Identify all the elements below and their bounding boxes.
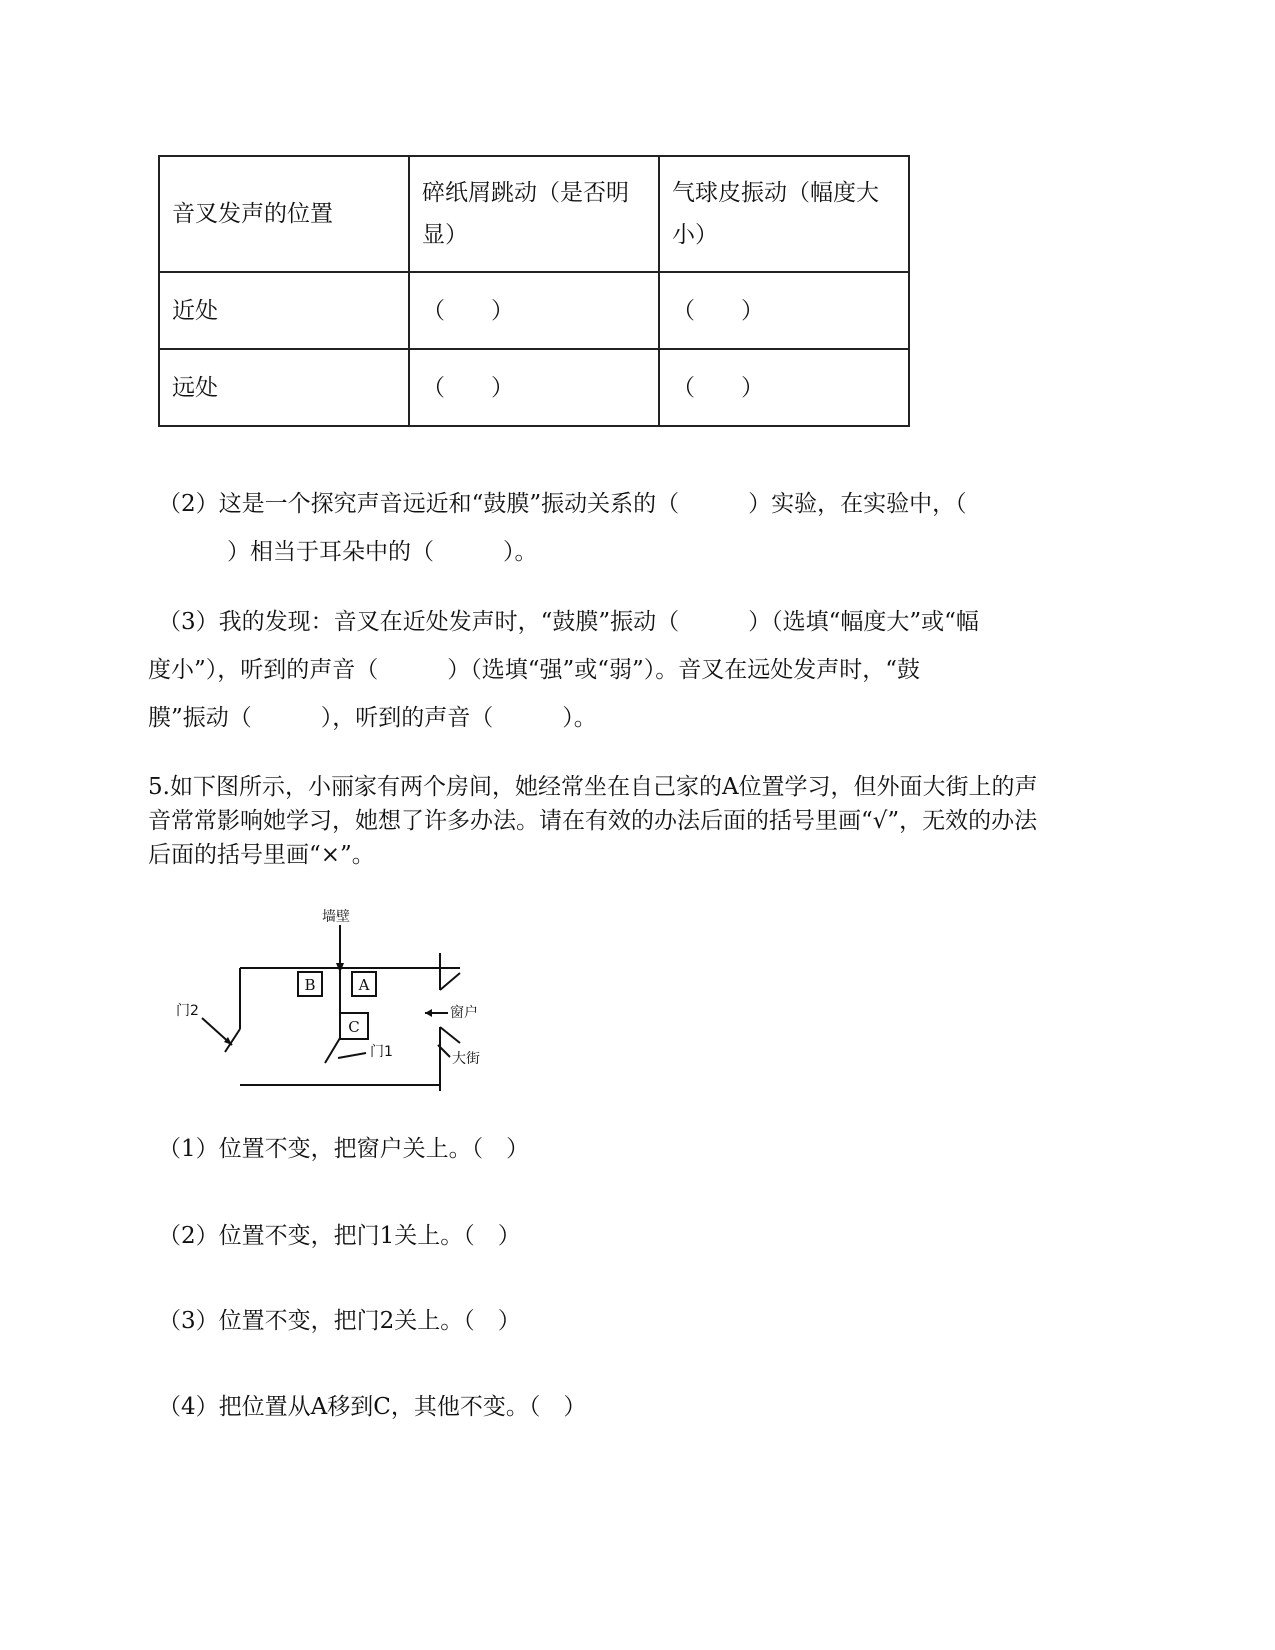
position-a-label: A — [358, 976, 370, 994]
option-3: （3）位置不变，把门2关上。（ ） — [158, 1308, 521, 1334]
question-3-line-2: 度小”），听到的声音（ ）（选填“强”或“弱”）。音叉在远处发声时，“鼓 — [148, 657, 921, 683]
observation-table — [158, 155, 910, 427]
question-5-line-2: 音常常影响她学习，她想了许多办法。请在有效的办法后面的括号里画“√”，无效的办法 — [148, 808, 1038, 834]
question-5 — [148, 770, 1108, 872]
door-2-label: 门2 — [176, 1003, 199, 1019]
door-1-arrow — [338, 1053, 366, 1058]
option-4: （4）把位置从A移到C，其他不变。（ ） — [158, 1394, 587, 1420]
window-sash-upper — [440, 973, 460, 990]
door-1-label: 门1 — [370, 1044, 393, 1060]
cell-paper-blank[interactable]: （ ） — [409, 349, 659, 426]
wall-label: 墙壁 — [322, 909, 350, 925]
question-2-line-1: （2）这是一个探究声音远近和“鼓膜”振动关系的（ ）实验，在实验中，（ — [158, 491, 967, 517]
header-position: 音叉发声的位置 — [159, 156, 409, 272]
room-floor-plan — [170, 905, 510, 1095]
position-b-label: B — [304, 976, 316, 994]
window-label: 窗户 — [450, 1005, 478, 1021]
option-1: （1）位置不变，把窗户关上。（ ） — [158, 1136, 530, 1162]
cell-paper-blank[interactable]: （ ） — [409, 272, 659, 349]
question-3-line-3: 膜”振动（ ），听到的声音（ ）。 — [148, 705, 597, 731]
cell-position: 近处 — [159, 272, 409, 349]
window-arrowhead — [425, 1009, 432, 1017]
header-paper-bounce: 碎纸屑跳动（是否明显） — [409, 156, 659, 272]
cell-balloon-blank[interactable]: （ ） — [659, 349, 909, 426]
question-5-line-1: 5.如下图所示，小丽家有两个房间，她经常坐在自己家的A位置学习，但外面大街上的声 — [148, 774, 1038, 800]
street-label: 大街 — [452, 1051, 480, 1067]
table-header-row — [159, 156, 909, 272]
question-3 — [148, 598, 1108, 742]
cell-position: 远处 — [159, 349, 409, 426]
question-2-line-2: ）相当于耳朵中的（ ）。 — [158, 539, 538, 565]
cell-balloon-blank[interactable]: （ ） — [659, 272, 909, 349]
table-row — [159, 349, 909, 426]
question-2 — [158, 480, 1118, 576]
question-3-line-1: （3）我的发现：音叉在近处发声时，“鼓膜”振动（ ）（选填“幅度大”或“幅 — [158, 609, 979, 635]
position-c-label: C — [348, 1018, 360, 1036]
table-row — [159, 272, 909, 349]
header-balloon-vibration: 气球皮振动（幅度大小） — [659, 156, 909, 272]
question-5-line-3: 后面的括号里画“×”。 — [148, 842, 375, 868]
option-2: （2）位置不变，把门1关上。（ ） — [158, 1223, 521, 1249]
door-1-leaf — [325, 1038, 340, 1063]
window-sash-lower — [440, 1027, 460, 1043]
